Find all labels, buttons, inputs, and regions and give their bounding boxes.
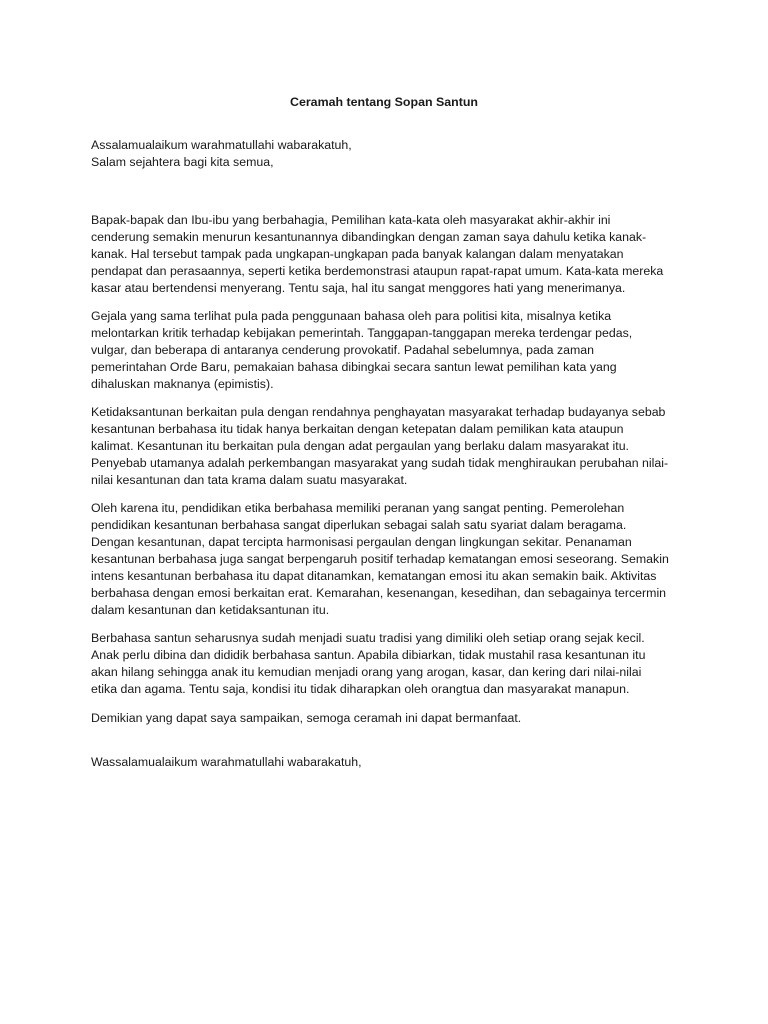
paragraph-4-line: kesantunan berbahasa juga sangat berpengaruh positif terhadap kematangan emosi seseorang. Semakin bbox=[91, 552, 669, 566]
paragraph-1-line: cenderung semakin menurun kesantunannya dibandingkan dengan zaman saya dahulu ketika kanak- bbox=[91, 230, 647, 244]
paragraph-5-line: Berbahasa santun seharusnya sudah menjadi suatu tradisi yang dimiliki oleh setiap orang sejak kecil. bbox=[91, 631, 645, 645]
greeting-line: Assalamualaikum warahmatullahi wabarakatuh, bbox=[91, 138, 352, 152]
paragraph-2-line: vulgar, dan beberapa di antaranya cenderung provokatif. Padahal sebelumnya, pada zaman bbox=[91, 343, 595, 357]
closing-line: Wassalamualaikum warahmatullahi wabarakatuh, bbox=[91, 755, 362, 769]
paragraph-3-line: nilai kesantunan dan tata krama dalam suatu masyarakat. bbox=[91, 473, 408, 487]
paragraph-5-line: Anak perlu dibina dan dididik berbahasa santun. Apabila dibiarkan, tidak mustahil rasa kesantunan itu bbox=[91, 648, 646, 662]
paragraph-4-line: dalam kesantunan dan ketidaksantunan itu. bbox=[91, 603, 330, 617]
paragraph-3-line: Ketidaksantunan berkaitan pula dengan rendahnya penghayatan masyarakat terhadap budayanya sebab bbox=[91, 405, 666, 419]
paragraph-4-line: intens kesantunan berbahasa itu dapat ditanamkan, kematangan emosi itu akan semakin baik. Aktivitas bbox=[91, 569, 657, 583]
paragraph-1-line: kanak. Hal tersebut tampak pada ungkapan-ungkapan pada banyak kalangan dalam menyatakan bbox=[91, 247, 624, 261]
paragraph-3-line: Penyebab utamanya adalah perkembangan masyarakat yang sudah tidak menghiraukan perubahan nilai- bbox=[91, 456, 669, 470]
paragraph-4-line: pendidikan kesantunan berbahasa sangat diperlukan sebagai salah satu syariat dalam beragama. bbox=[91, 518, 627, 532]
paragraph-5-line: akan hilang sehingga anak itu kemudian menjadi orang yang arogan, kasar, dan kering dari nilai-nilai bbox=[91, 665, 642, 679]
paragraph-3-line: kesantunan berbahasa itu tidak hanya berkaitan dengan ketepatan dalam pemilikan kata ataupun bbox=[91, 422, 624, 436]
paragraph-2-line: melontarkan kritik terhadap kebijakan pemerintah. Tanggapan-tanggapan mereka terdengar pedas, bbox=[91, 326, 633, 340]
paragraph-3-line: kalimat. Kesantunan itu berkaitan pula dengan adat pergaulan yang berlaku dalam masyarakat itu. bbox=[91, 439, 629, 453]
paragraph-4-line: Oleh karena itu, pendidikan etika berbahasa memiliki peranan yang sangat penting. Pemerolehan bbox=[91, 501, 625, 515]
greeting-line: Salam sejahtera bagi kita semua, bbox=[91, 155, 274, 169]
paragraph-6-line: Demikian yang dapat saya sampaikan, semoga ceramah ini dapat bermanfaat. bbox=[91, 711, 522, 725]
paragraph-5-line: etika dan agama. Tentu saja, kondisi itu tidak diharapkan oleh orangtua dan masyarakat manapun. bbox=[91, 682, 630, 696]
paragraph-1-line: kasar atau bertendensi menyerang. Tentu saja, hal itu sangat menggores hati yang menerimanya. bbox=[91, 281, 626, 295]
paragraph-4-line: berbahasa dengan emosi berkaitan erat. Kemarahan, kesenangan, kesedihan, dan sebagainya tercermin bbox=[91, 586, 667, 600]
paragraph-1-line: pendapat dan perasaannya, seperti ketika berdemonstrasi ataupun rapat-rapat umum. Kata-kata mereka bbox=[91, 264, 664, 278]
paragraph-4-line: Dengan kesantunan, dapat tercipta harmonisasi pergaulan dengan lingkungan sekitar. Penanaman bbox=[91, 535, 632, 549]
document-title: Ceramah tentang Sopan Santun bbox=[290, 95, 478, 109]
paragraph-2-line: Gejala yang sama terlihat pula pada penggunaan bahasa oleh para politisi kita, misalnya ketika bbox=[91, 309, 612, 323]
paragraph-1-line: Bapak-bapak dan Ibu-ibu yang berbahagia, Pemilihan kata-kata oleh masyarakat akhir-akhir ini bbox=[91, 213, 611, 227]
paragraph-2-line: dihaluskan maknanya (epimistis). bbox=[91, 377, 274, 391]
paragraph-2-line: pemerintahan Orde Baru, pemakaian bahasa dibingkai secara santun lewat pemilihan kata yang bbox=[91, 360, 617, 374]
